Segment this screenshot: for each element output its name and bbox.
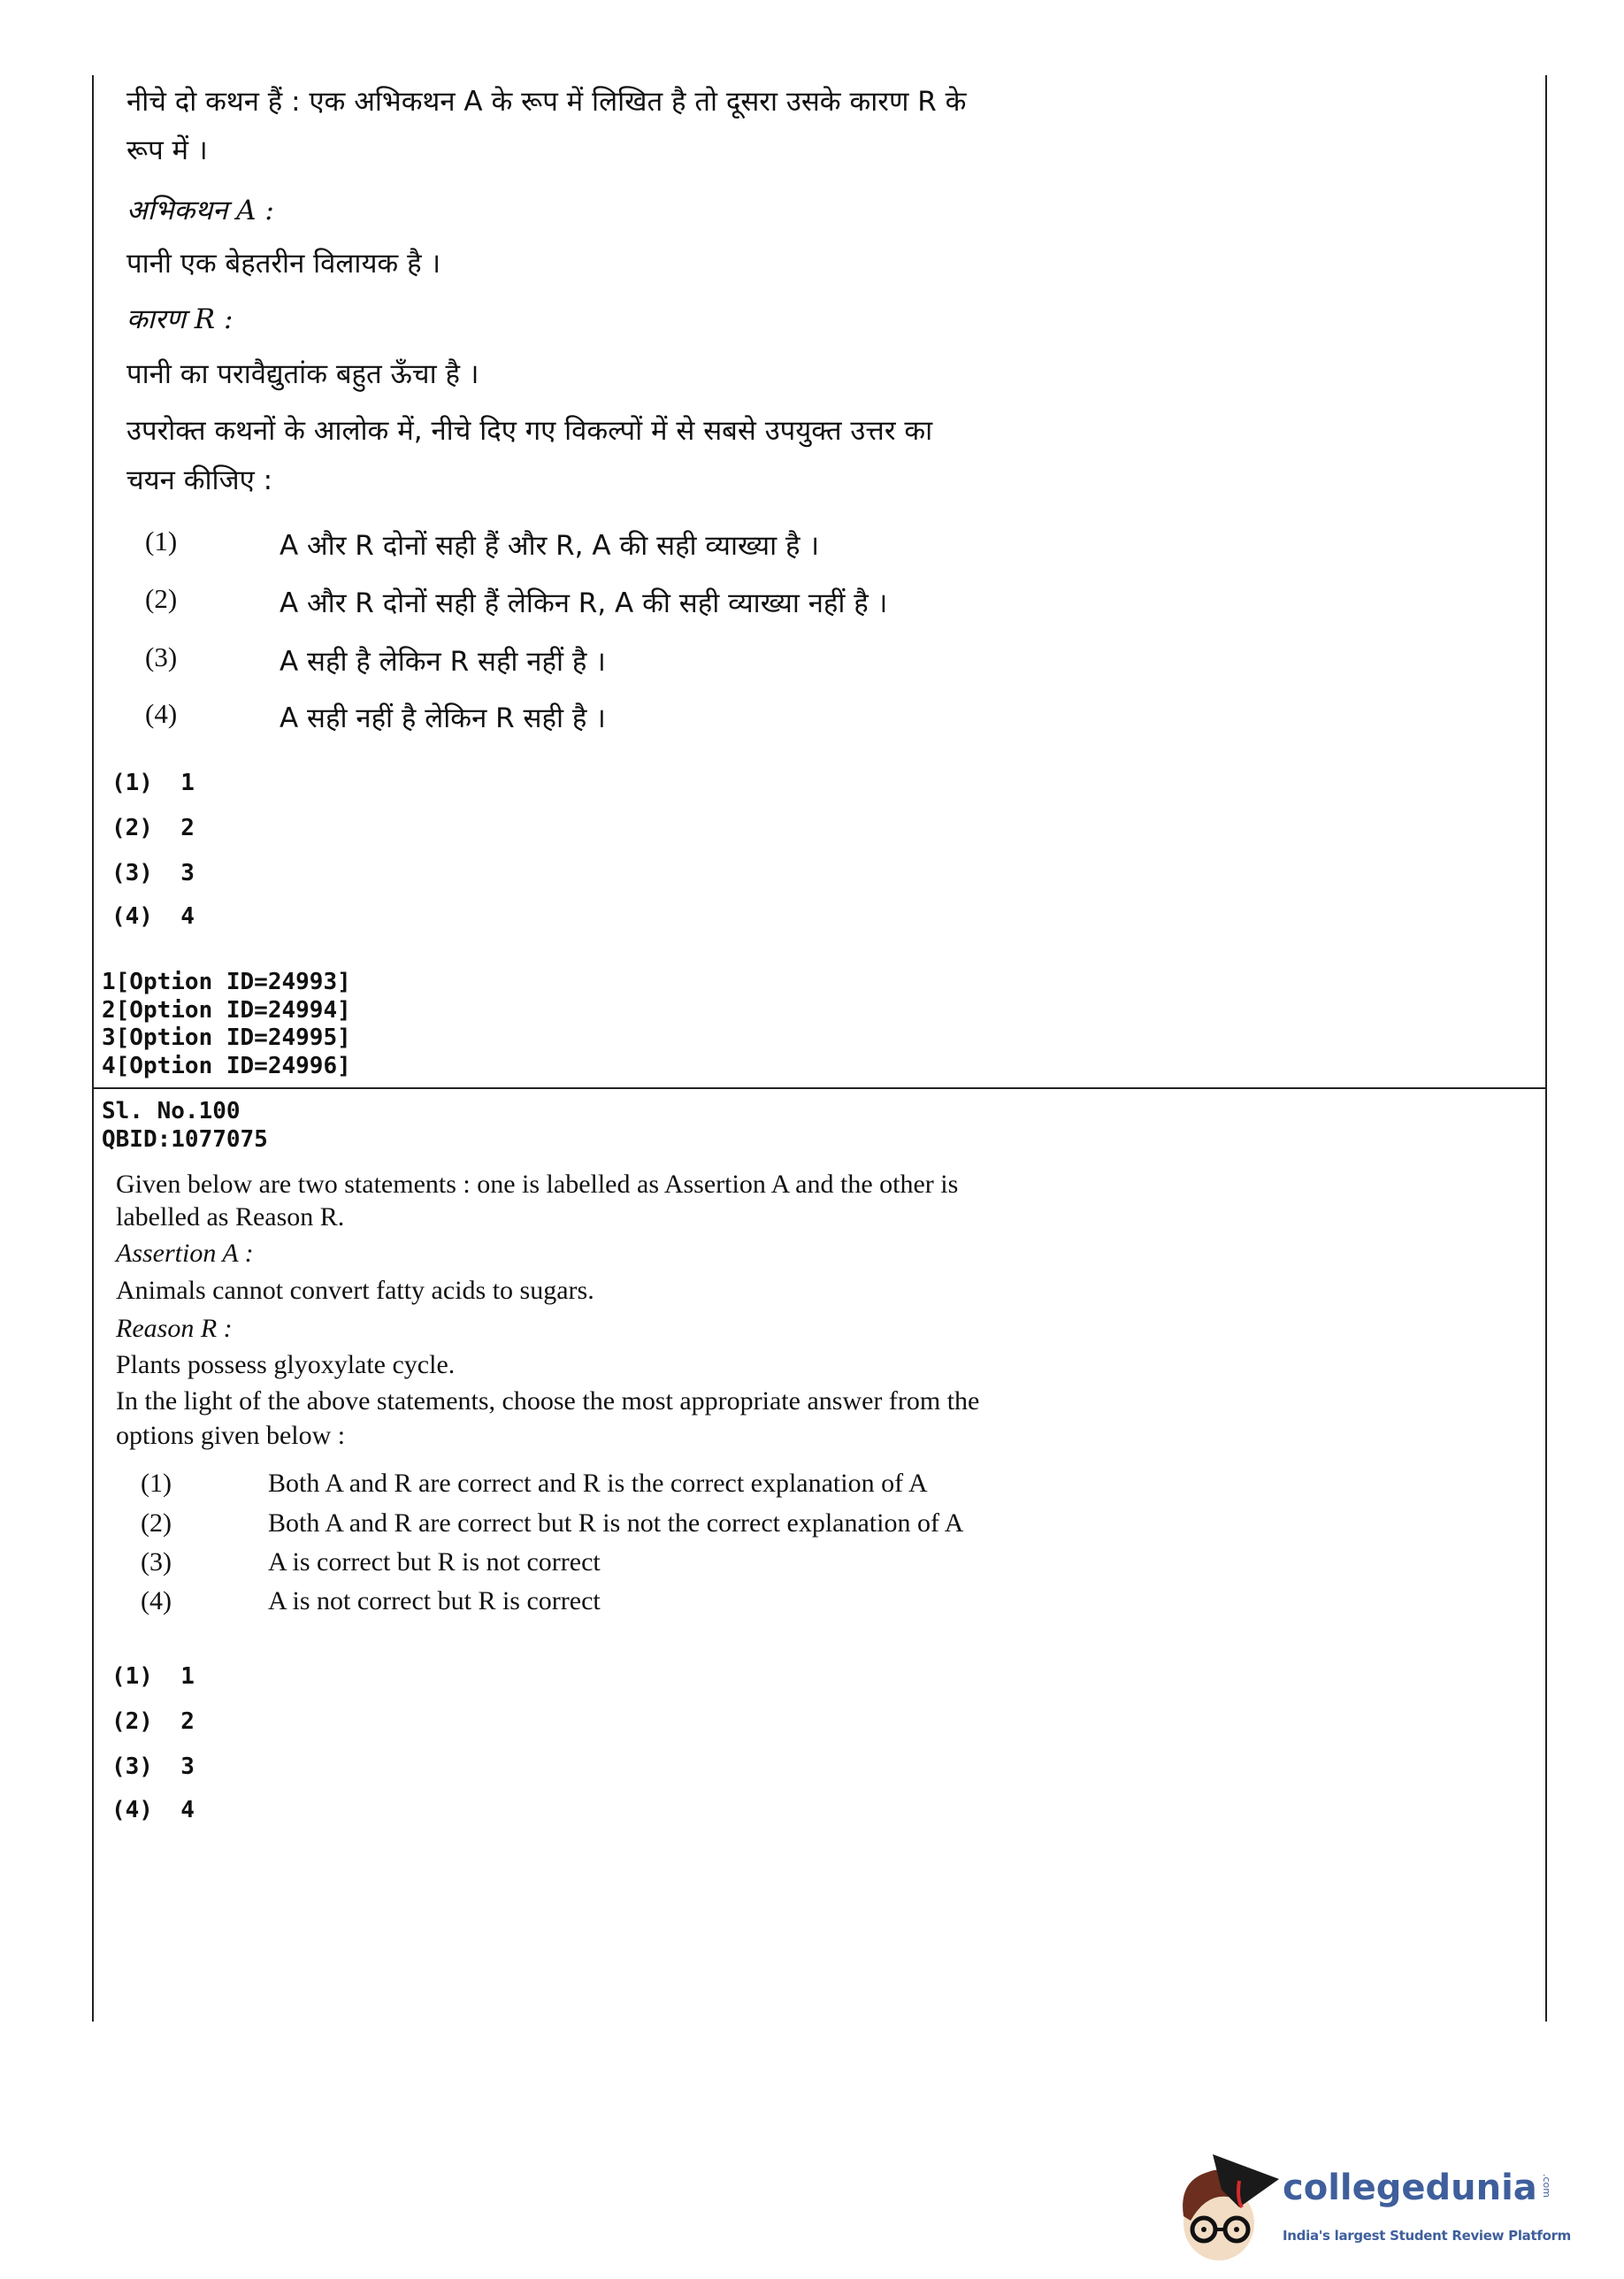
q99-intro-line2: रूप में । [126,134,208,166]
q100-option-text: A is not correct but R is correct [268,1586,601,1615]
q99-option-num: (2) [145,583,178,614]
q100-instruction-line1: In the light of the above statements, choose the most appropriate answer from the [116,1386,980,1416]
q100-option-num: (4) [141,1586,172,1615]
logo-wordmark-row [1283,2165,1551,2211]
option-id: 2[Option ID=24994] [102,997,351,1024]
q100-instruction-line2: options given below : [116,1421,346,1450]
q100-option-text: A is correct but R is not correct [268,1547,601,1577]
q100-assertion-text: Animals cannot convert fatty acids to sugars. [116,1276,594,1305]
q99-assertion-label: अभिकथन A : [126,195,274,226]
q100-answer-choice: (4) 4 [111,1797,195,1823]
q99-option-text: A सही है लेकिन R सही नहीं है । [280,646,606,678]
q99-answer-choice: (4) 4 [111,903,195,930]
logo-suffix: .com [1540,2174,1552,2198]
q100-answer-choice: (3) 3 [111,1753,195,1780]
q99-intro-line1: नीचे दो कथन हैं : एक अभिकथन A के रूप में लिखित है तो दूसरा उसके कारण R के [126,86,967,118]
q99-option-text: A और R दोनों सही हैं और R, A की सही व्याख्या है । [280,530,820,562]
page-border-left [92,75,94,2022]
q100-reason-text: Plants possess glyoxylate cycle. [116,1350,456,1379]
q100-option-text: Both A and R are correct and R is the correct explanation of A [268,1469,928,1498]
q99-option-num: (1) [145,526,178,556]
q99-option-text: A और R दोनों सही हैं लेकिन R, A की सही व्याख्या नहीं है । [280,587,888,619]
logo-wordmark: collegedunia [1283,2168,1537,2208]
serial-number: Sl. No.100 [102,1098,241,1124]
q99-reason-text: पानी का परावैद्युतांक बहुत ऊँचा है । [126,358,479,390]
qbid: QBID:1077075 [102,1126,268,1153]
q100-reason-label: Reason R : [116,1314,233,1343]
q99-reason-label: कारण R : [126,303,234,335]
q99-option-num: (4) [145,698,178,729]
logo-tagline: India's largest Student Review Platform [1283,2228,1572,2244]
q99-assertion-text: पानी एक बेहतरीन विलायक है । [126,248,441,280]
collegedunia-logo [1173,2145,1620,2265]
q99-option-text: A सही नहीं है लेकिन R सही है । [280,702,606,734]
q99-instruction-line1: उपरोक्त कथनों के आलोक में, नीचे दिए गए विकल्पों में से सबसे उपयुक्त उत्तर का [126,415,933,447]
q99-instruction-line2: चयन कीजिए : [126,464,273,496]
q100-intro-line2: labelled as Reason R. [116,1202,345,1232]
q100-intro-line1: Given below are two statements : one is labelled as Assertion A and the other is [116,1170,959,1199]
q100-assertion-label: Assertion A : [116,1239,254,1268]
option-id: 3[Option ID=24995] [102,1024,351,1051]
q100-option-num: (1) [141,1469,172,1498]
q99-option-num: (3) [145,641,178,672]
option-id: 1[Option ID=24993] [102,969,351,995]
q100-option-num: (3) [141,1547,172,1577]
option-id: 4[Option ID=24996] [102,1053,351,1079]
student-mascot-icon [1173,2145,1279,2265]
q99-answer-choice: (2) 2 [111,815,195,841]
q100-option-num: (2) [141,1508,172,1538]
q99-answer-choice: (1) 1 [111,770,195,796]
q100-answer-choice: (2) 2 [111,1708,195,1735]
q100-answer-choice: (1) 1 [111,1663,195,1690]
q99-answer-choice: (3) 3 [111,860,195,886]
page-border-right [1545,75,1547,2022]
q100-option-text: Both A and R are correct but R is not the correct explanation of A [268,1508,964,1538]
question-divider [92,1087,1547,1089]
